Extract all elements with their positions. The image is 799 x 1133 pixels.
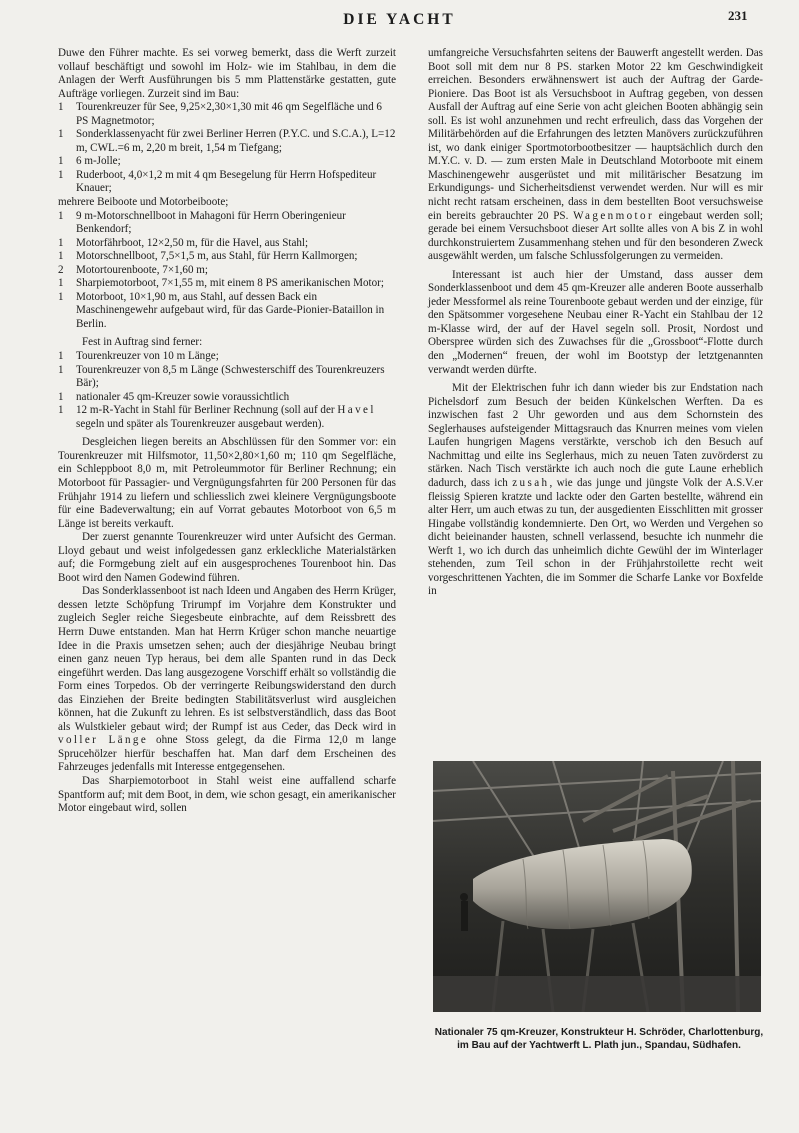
- intro-paragraph: Duwe den Führer machte. Es sei vorweg bemerkt, dass die Werft zurzeit vollauf beschäftigt und sowohl im Holz- wie im Stahlbau, in dem die Anlagen der Werft Ausführungen bis 5 mm Plattenstärke gestatten, gute Aufträge vorliegen. Zurzeit sind im Bau:: [58, 47, 396, 100]
- paragraph-versuchsfahrten: umfangreiche Versuchsfahrten seitens der Bauwerft angestellt werden. Das Boot soll mit dem nur 8 PS. starken Motor 22 km Geschwindigkeit erreichen. Besonders erwähnenswert ist auch der Auftrag der Garde-Pioniere. Das Boot ist als Versuchsboot in Auftrag gegeben, von dessen Ausfall der Auftrag auf eine Serie von acht gleichen Booten abhängig sein soll. Es ist wohl anzunehmen und recht erfreulich, dass das Vorgehen der Militärbehörden auf die Erfahrungen des letzten Manövers zurückzuführen ist, wo dank einiger Sportmotorbootbesitzer — hauptsächlich durch den M.Y.C. v. D. — zum ersten Male in Deutschland Motorboote mit einem Maschinengewehr ausgerüstet und mit militärischer Besatzung im Erkundigungs- und Sicherheitsdienst verwendet werden. Nur will es mir nicht recht ratsam erscheinen, dass in dem bestellten Boot versuchsweise ein bereits gebrauchter 20 PS. Wagenmotor eingebaut werden soll; gerade bei einem Versuchsboot dieser Art sollte alles von A bis Z in wohl durchkonstruiertem Zusammenhang stehen und für den besonderen Zweck ausgewählt werden, um falsche Schlussfolgerungen zu vermeiden.: [428, 47, 763, 263]
- right-column: [428, 47, 763, 599]
- running-title: DIE YACHT: [343, 11, 456, 28]
- photo-caption: Nationaler 75 qm-Kreuzer, Konstrukteur H. Schröder, Charlottenburg, im Bau auf der Yachtwerft L. Plath jun., Spandau, Südhafen.: [434, 1027, 764, 1051]
- yacht-construction-photo: [433, 761, 761, 1012]
- list-item: 1 9 m-Motorschnellboot in Mahagoni für Herrn Oberingenieur Benkendorf;: [58, 209, 346, 236]
- list-item: mehrere Beiboote und Motorbeiboote;: [58, 196, 229, 209]
- orders-list: [58, 350, 396, 431]
- list-item: 1 Tourenkreuzer für See, 9,25×2,30×1,30 mit 46 qm Segelfläche und 6 PS Magnetmotor;: [58, 101, 382, 127]
- list-item: 1 Motorboot, 10×1,90 m, aus Stahl, auf dessen Back ein Maschinengewehr aufgebaut wird, für das Garde-Pionier-Bataillon in Berlin.: [58, 290, 385, 330]
- orders-heading: Fest in Auftrag sind ferner:: [82, 336, 203, 349]
- paragraph-sonderklassenboot: Das Sonderklassenboot ist nach Ideen und Angaben des Herrn Krüger, dessen letzte Schöpfung Trirumpf im Vorjahre dem Konstrukter und zugleich Segler reiche Siegesbeute einbrachte, auf dem Reissbrett des Herrn Duwe entstanden. Man hat Herrn Krüger schon manche neuartige Idee in die Praxis umsetzen sehen; auch der diesjährige Neubau bringt einen ganz neuen Typ heraus, bei dem alle Spanten rund in das Deck eingeführt werden. Das lang ausgezogene Vorschiff erhält so vollständig die Form eines Torpedos. Ob der verringerte Reibungswiderstand den durch das Einziehen der Breite bedingten Stabilitätsverlust wird ausgleichen können, hat die Zukunft zu lehren. Es ist selbstverständlich, dass das Boot als Wulstkieler gebaut wird; der Rumpf ist aus Ceder, das Deck wird in voller Länge ohne Stoss gelegt, da die Firma 12,0 m lange Sprucehölzer hierfür beschaffen hat. Man darf dem Erscheinen des Fahrzeuges jedenfalls mit Interesse entgegensehen.: [58, 585, 396, 774]
- paragraph-elektrische: Mit der Elektrischen fuhr ich dann wieder bis zur Endstation nach Pichelsdorf zum Besuch der beiden Künkelschen Werften. Da es inzwischen fast 2 Uhr geworden und aus dem Schornstein des Seglerhauses aufsteigender Mittagsrauch das Knurren meines vom vielen Laufen hungrigen Magens verstärkte, verschob ich den Besuch auf Nachmittag und eilte ins Seglerhaus, mich zu neuen Taten zuvörderst zu stärken. Nach Tisch verstärkte ich auch noch die gute Laune erheblich dadurch, dass ich zusah, wie das junge und jüngste Volk der A.S.V.er fleissig Spieren kratzte und lackte oder den Garten bestellte, während ein alter Herr, um auch etwas zu tun, der ausgedienten Eisschlitten mit grosser Hingabe vollständig kondemnierte. Den Ort, wo Werden und Vergehen so dicht beieinander hausten, schnell verlassend, besuchte ich nunmehr die Werft 1, wo ich durch das unheimlich dichte Gewühl der im Winterlager stehenden, zum Teil schon in der Frühjahrstoilette recht weit vorgeschrittenen Yachten, die im Sommer die Scharfe Lanke vor Boxfelde in: [428, 382, 763, 598]
- paragraph-interessant: Interessant ist auch hier der Umstand, dass ausser dem Sonderklassenboot und dem 45 qm-Kreuzer alle anderen Boote ausserhalb jeder Messformel als reine Tourenboote gebaut werden und der einzige, für den Spätsommer vorgesehene Neubau einer R-Yacht ein Stahlbau der 12 m-Klasse wird, der auf der Havel segeln soll. Prosit, Nordost und Oberspree würden sich des Zuwachses für die „Grossboot“-Flotte durch den „Modernen“ freuen, der wohl im Bootstyp der letztgenannten verwandt werden dürfte.: [428, 268, 763, 376]
- paragraph-tourenkreuzer: Der zuerst genannte Tourenkreuzer wird unter Aufsicht des German. Lloyd gebaut und weist infolgedessen ganz erkleckliche Materialstärken auf; die Formgebung zielt auf ein ausgesprochenes Tourenboot hin. Das Boot wird den Namen Godewind führen.: [58, 531, 396, 584]
- list-item: 1 Tourenkreuzer von 8,5 m Länge (Schwesterschiff des Tourenkreuzers Bär);: [58, 363, 385, 390]
- list-item: 1 Motorfährboot, 12×2,50 m, für die Havel, aus Stahl;: [58, 236, 309, 249]
- list-item: 1 nationaler 45 qm-Kreuzer sowie voraussichtlich: [58, 390, 290, 403]
- paragraph-sharpie: Das Sharpiemotorboot in Stahl weist eine auffallend scharfe Spantform auf; mit dem Boot, in dem, wie schon gesagt, ein amerikanischer Motor eingebaut wird, sollen: [58, 774, 396, 815]
- paragraph-desgleichen: Desgleichen liegen bereits an Abschlüssen für den Sommer vor: ein Tourenkreuzer mit Hilfsmotor, 11,50×2,80×1,60 m; 110 qm Segelfläche, ein Schleppboot 8,0 m, mit Petroleummotor für Berliner Rechnung; ein Motorboot für Passagier- und Vergnügungsfahrten für 200 Personen für das Frühjahr 1914 zu liefern und schliesslich zwei kleinere Vergnügungsboote für eine Badeverwaltung; ein auf Vorrat gebautes Motorboot von 6,5 m Länge ist bereits verkauft.: [58, 436, 396, 530]
- build-list: [58, 101, 396, 331]
- list-item: 1 12 m-R-Yacht in Stahl für Berliner Rechnung (soll auf der Havel segeln und später als Tourenkreuzer ausgebaut werden).: [58, 404, 376, 430]
- list-item: 1 Ruderboot, 4,0×1,2 m mit 4 qm Besegelung für Herrn Hofspediteur Knauer;: [58, 168, 377, 195]
- list-item: 1 Tourenkreuzer von 10 m Länge;: [58, 350, 219, 363]
- list-item: 1 Motorschnellboot, 7,5×1,5 m, aus Stahl, für Herrn Kallmorgen;: [58, 250, 358, 263]
- left-column: [58, 47, 396, 816]
- list-item: 1 Sonderklassenyacht für zwei Berliner Herren (P.Y.C. und S.C.A.), L=12 m, CWL.=6 m, 2,20 m breit, 1,54 m Tiefgang;: [58, 128, 396, 154]
- boatyard-image: [433, 761, 761, 1012]
- list-item: 1 Sharpiemotorboot, 7×1,55 m, mit einem 8 PS amerikanischen Motor;: [58, 277, 384, 290]
- list-item: 2 Motortourenboote, 7×1,60 m;: [58, 263, 208, 276]
- list-item: 1 6 m-Jolle;: [58, 155, 121, 168]
- page-number: 231: [728, 8, 748, 23]
